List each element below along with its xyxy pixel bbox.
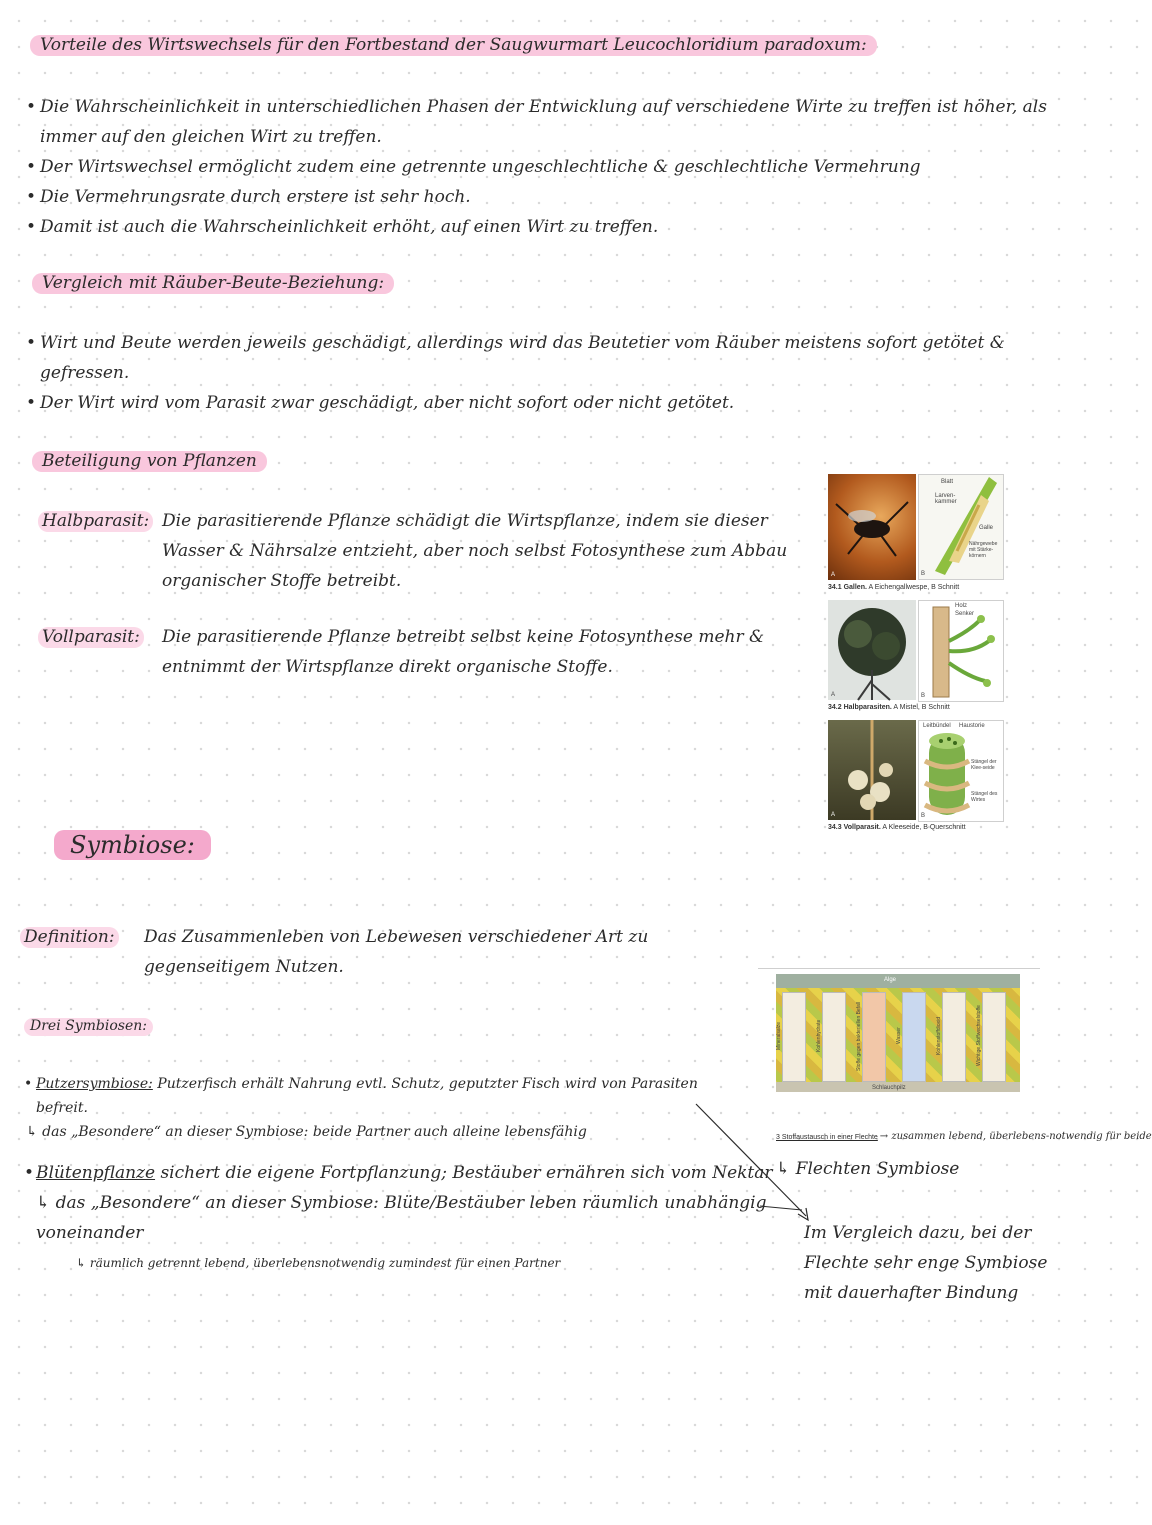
fig3-letter-a: A <box>831 812 836 818</box>
lichen-col-mineralsalze: Mineralsalze <box>776 1021 782 1051</box>
putzer-text: Putzerfisch erhält Nahrung evtl. Schutz, geputzter Fisch wird von Parasiten befreit. <box>36 1076 698 1116</box>
vollparasit-text: Die parasitierende Pflanze betreibt selbst keine Fotosynthese mehr & entnimmt der Wirtspflanze direkt organische Stoffe. <box>162 627 765 677</box>
list-item: • Damit ist auch die Wahrscheinlichkeit erhöht, auf einen Wirt zu treffen. <box>26 212 1071 242</box>
heading-vergleich: Vergleich mit Räuber-Beute-Beziehung: <box>32 268 394 298</box>
list-item: • Wirt und Beute werden jeweils geschädigt, allerdings wird das Beutetier vom Räuber meistens sofort getötet & gefressen. <box>26 328 1071 388</box>
halbparasit-label: Halbparasit: <box>38 511 153 532</box>
putzer-block: • Putzersymbiose: Putzerfisch erhält Nahrung evtl. Schutz, geputzter Fisch wird von Parasiten befreit. ↳ das „Besondere“ an dieser Symbiose: beide Partner auch alleine lebensfähig <box>24 1072 734 1144</box>
fig1-label-larvenkammer: Larven-kammer <box>935 493 957 505</box>
fig3-letter-b: B <box>921 813 926 819</box>
comparison-list <box>26 328 1071 418</box>
heading-symbiose: Symbiose: <box>54 830 211 860</box>
bluete-subnote: ↳ räumlich getrennt lebend, überlebensnotwendig zumindest für einen Partner <box>76 1256 561 1270</box>
definition-text: Das Zusammenleben von Lebewesen verschiedener Art zu gegenseitigem Nutzen. <box>144 927 649 977</box>
fig3-caption: 34.3 Vollparasit. A Kleeseide, B Querschnitt <box>828 824 966 831</box>
fig1-label-galle: Galle <box>979 525 994 531</box>
gallwespe-photo <box>828 474 916 580</box>
lichen-col-stoffe: Stoffe gegen bakteriellen Befall <box>856 1001 862 1071</box>
bluete-text: sichert die eigene Fortpflanzung; Bestäuber ernähren sich vom Nektar <box>160 1163 773 1183</box>
list-item: • Der Wirt wird vom Parasit zwar geschädigt, aber nicht sofort oder nicht getötet. <box>26 388 1071 418</box>
putzer-label: Putzersymbiose: <box>36 1076 153 1092</box>
lichen-col-kohlenhydrate: Kohlenhydrate <box>816 1019 822 1053</box>
fig3-label-haustorie: Haustorie <box>959 723 985 729</box>
mistel-photo <box>828 600 916 700</box>
lichen-col-stoffwechsel: Wichtige Stoffwechselstoffe <box>976 1005 982 1067</box>
fig1-label-naehrgewebe: Nährgewebe mit Stärke-körnern <box>969 541 998 559</box>
halbparasit-text: Die parasitierende Pflanze schädigt die Wirtspflanze, indem sie dieser Wasser & Nährsalze entzieht, aber noch selbst Fotosynthese zum Abbau organischer Stoffe betreibt. <box>162 511 788 591</box>
fig1-caption: 34.1 Gallen. A Eichengallwespe, B Schnitt <box>828 584 960 591</box>
fig2-letter-b: B <box>921 693 926 699</box>
figure-halbparasiten <box>828 600 1003 718</box>
lichen-caption: 3 Stoffaustausch in einer Flechte → zusammen lebend, überlebens-notwendig für beide <box>776 1131 1152 1142</box>
lichen-label-alge: Alge <box>884 977 897 983</box>
gallen-schnitt <box>918 474 1004 580</box>
fig2-label-senker: Senker <box>955 611 975 617</box>
putzer-note: ↳ das „Besondere“ an dieser Symbiose: beide Partner auch alleine lebensfähig <box>26 1124 587 1140</box>
lichen-label-schlauchpilz: Schlauchpilz <box>872 1085 906 1091</box>
lichen-col-co2: Kohlenstoffdioxid <box>936 1017 942 1055</box>
fig1-letter-b: B <box>921 571 926 577</box>
bluete-block: • Blütenpflanze sichert die eigene Fortpflanzung; Bestäuber ernähren sich vom Nektar ↳ das „Besondere“ an dieser Symbiose: Blüte/Bestäuber leben räumlich unabhängig voneinander <box>24 1158 774 1248</box>
bluete-label: Blütenpflanze <box>36 1163 156 1183</box>
kleeseide-schnitt <box>918 720 1004 822</box>
flechten-symbiose: ↳ Flechten Symbiose <box>776 1159 960 1179</box>
advantages-list <box>26 92 1071 242</box>
fig1-label-blatt: Blatt <box>941 479 954 485</box>
fig2-letter-a: A <box>831 692 836 698</box>
figure-gallen <box>828 474 1003 598</box>
kleeseide-photo <box>828 720 916 820</box>
list-item: • Der Wirtswechsel ermöglicht zudem eine getrennte ungeschlechtliche & geschlechtliche Vermehrung <box>26 152 1071 182</box>
heading-pflanzen: Beteiligung von Pflanzen <box>32 446 267 476</box>
fig2-label-holz: Holz <box>955 603 968 609</box>
definition-label: Definition: <box>20 927 119 948</box>
lichen-col-wasser: Wasser <box>896 1027 902 1045</box>
mistel-schnitt <box>918 600 1004 702</box>
fig3-label-wirt: Stängel des Wirtes <box>971 791 998 803</box>
lichen-comparison: Im Vergleich dazu, bei der Flechte sehr enge Symbiose mit dauerhafter Bindung <box>804 1223 1048 1303</box>
heading-wirtswechsel: Vorteile des Wirtswechsels für den Fortbestand der Saugwurmart Leucochloridium paradoxum: <box>30 30 920 60</box>
heading-drei-symbiosen: Drei Symbiosen: <box>24 1014 153 1038</box>
fig3-label-kleeseide: Stängel der Klee-seide <box>971 759 997 771</box>
vollparasit-label: Vollparasit: <box>38 627 144 648</box>
fig1-letter-a: A <box>831 572 836 578</box>
list-item: • Die Vermehrungsrate durch erstere ist sehr hoch. <box>26 182 1071 212</box>
figure-vollparasit <box>828 720 1003 836</box>
lichen-graphic <box>776 974 1020 1092</box>
list-item: • Die Wahrscheinlichkeit in unterschiedlichen Phasen der Entwicklung auf verschiedene Wirte zu treffen ist höher, als immer auf den gleichen Wirt zu treffen. <box>26 92 1071 152</box>
bluete-note: ↳ das „Besondere“ an dieser Symbiose: Blüte/Bestäuber leben räumlich unabhängig voneinander <box>36 1193 767 1243</box>
lichen-figure <box>758 968 1040 1128</box>
fig2-caption: 34.2 Halbparasiten. A Mistel, B Schnitt <box>828 704 950 711</box>
fig3-label-leitbuendel: Leitbündel <box>923 723 951 729</box>
